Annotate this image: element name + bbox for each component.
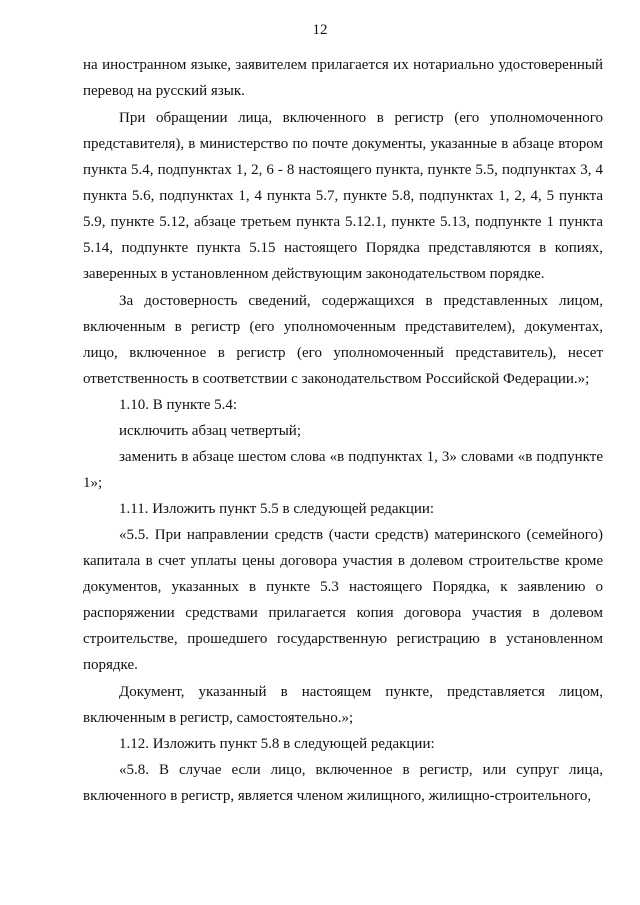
- paragraph-item-5-5: «5.5. При направлении средств (части средств) материнского (семейного) капитала в счет уплаты цены договора участия в долевом строительстве кроме документов, указанных в пункте 5.3 настоящего Порядка, к заявлению о распоряжении средствами прилагается копия договора участия в долевом строительстве, прошедшего государственную регистрацию в установленном порядке.: [83, 527, 603, 673]
- paragraph-item-5-8: «5.8. В случае если лицо, включенное в регистр, или супруг лица, включенного в регистр, является членом жилищного, жилищно-строительного,: [83, 762, 603, 804]
- paragraph-item-1-10: 1.10. В пункте 5.4:: [119, 397, 238, 413]
- paragraph-responsibility: За достоверность сведений, содержащихся в представленных лицом, включенным в регистр (его уполномоченным представителем), документах, лицо, включенное в регистр (его уполномоченный представитель), несет ответственность в соответствии с законодательством Российской Федерации.»;: [83, 293, 603, 387]
- document-body: [83, 52, 603, 809]
- paragraph-item-1-11: 1.11. Изложить пункт 5.5 в следующей редакции:: [119, 501, 435, 517]
- paragraph-continuation: на иностранном языке, заявителем прилагается их нотариально удостоверенный перевод на русский язык.: [83, 57, 603, 99]
- paragraph-item-1-12: 1.12. Изложить пункт 5.8 в следующей редакции:: [119, 736, 435, 752]
- page-number: 12: [312, 22, 328, 38]
- paragraph-mail-submission: При обращении лица, включенного в регистр (его уполномоченного представителя), в министерство по почте документы, указанные в абзаце втором пункта 5.4, подпунктах 1, 2, 6 - 8 настоящего пункта, пункте 5.5, подпунктах 3, 4 пункта 5.6, подпунктах 1, 4 пункта 5.7, пункте 5.8, подпунктах 1, 2, 4, 5 пункта 5.9, пункте 5.12, абзаце третьем пункта 5.12.1, пункте 5.13, подпункте 1 пункта 5.14, подпункте пункта 5.15 настоящего Порядка представляются в копиях, заверенных в установленном действующим законодательством порядке.: [83, 110, 603, 282]
- paragraph-replace: заменить в абзаце шестом слова «в подпунктах 1, 3» словами «в подпункте 1»;: [83, 449, 603, 491]
- paragraph-document-note: Документ, указанный в настоящем пункте, представляется лицом, включенным в регистр, самостоятельно.»;: [83, 684, 603, 726]
- paragraph-exclude: исключить абзац четвертый;: [119, 423, 301, 439]
